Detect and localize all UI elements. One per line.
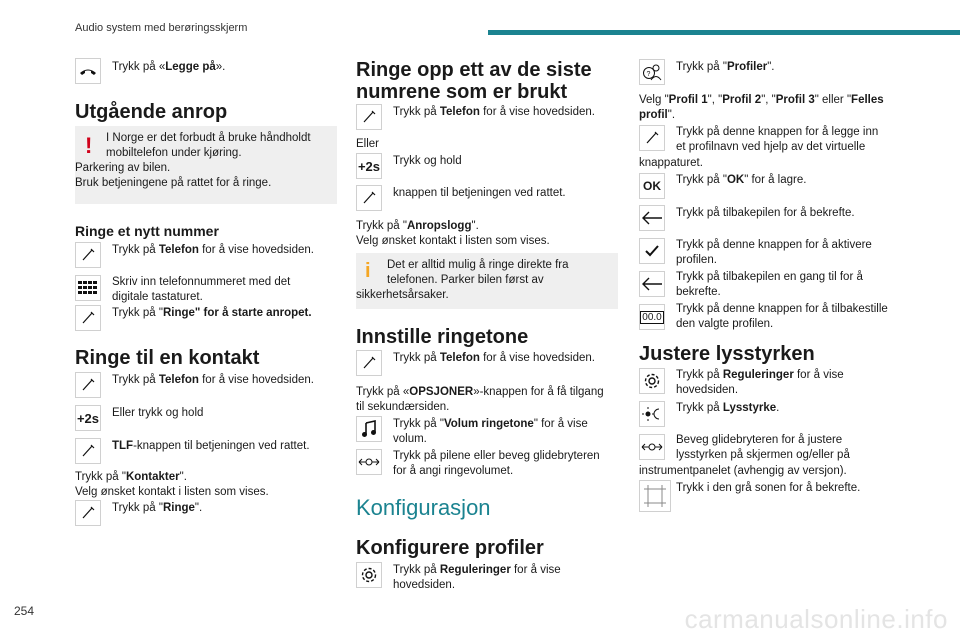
step-volume: Trykk på "Volum ringetone" for å vise [393, 418, 588, 430]
pencil-icon [75, 372, 101, 398]
step-press-hold: Trykk og hold [393, 155, 462, 167]
step-tlf: TLF-knappen til betjeningen ved rattet. [112, 440, 310, 452]
step-call: Trykk på "Ringe" for å starte anropet. [112, 307, 312, 319]
ok-icon-label: OK [643, 179, 661, 193]
warning-line: Bruk betjeningene på rattet for å ringe. [75, 177, 272, 189]
step-or-hold: Eller trykk og hold [112, 407, 204, 419]
step-slide-2: lysstyrken på skjermen og/eller på [676, 449, 850, 461]
plus-2s-label: +2s [76, 410, 100, 426]
step-activate-2: profilen. [676, 254, 717, 266]
slider-icon [639, 434, 665, 460]
hangup-icon [75, 58, 101, 84]
checkmark-icon [639, 238, 665, 264]
step-settings-2: hovedsiden. [393, 579, 456, 591]
header-accent-bar [488, 30, 960, 35]
step-volume-2: volum. [393, 433, 427, 445]
step-reset: Trykk på denne knappen for å tilbakestille [676, 303, 888, 315]
pencil-icon [75, 500, 101, 526]
keypad-icon [75, 275, 101, 301]
step-open-phone: Trykk på Telefon for å vise hovedsiden. [112, 374, 314, 386]
svg-text:?: ? [646, 71, 651, 78]
info-icon: i [365, 260, 371, 282]
step-select-profile-2: profil". [639, 109, 676, 121]
step-edit-name-3: knappaturet. [639, 157, 703, 169]
section-recall-2: numrene som er brukt [356, 81, 568, 103]
step-back-once: Trykk på tilbakepilen en gang til for å [676, 271, 863, 283]
pencil-icon [356, 104, 382, 130]
step-enter-number: Skriv inn telefonnummeret med det [112, 276, 291, 288]
step-settings: Trykk på Reguleringer for å vise [393, 564, 561, 576]
step-contacts: Trykk på "Kontakter". [75, 471, 187, 483]
section-ringtone: Innstille ringetone [356, 326, 529, 348]
step-ok: Trykk på "OK" for å lagre. [676, 174, 807, 186]
gear-icon [356, 562, 382, 588]
step-edit-name-2: et profilnavn ved hjelp av det virtuelle [676, 141, 866, 153]
back-arrow-icon [639, 271, 665, 297]
grey-zone-icon [639, 480, 671, 512]
warning-box [75, 126, 337, 204]
step-activate: Trykk på denne knappen for å aktivere [676, 239, 872, 251]
page-number: 254 [14, 604, 35, 618]
step-slide-3: instrumentpanelet (avhengig av versjon). [639, 465, 847, 477]
watermark: carmanualsonline.info [684, 604, 948, 634]
plus-2s-icon [356, 153, 382, 179]
step-options: Trykk på «OPSJONER»-knappen for å få tilgang [356, 386, 604, 398]
ok-icon [639, 173, 665, 199]
step-select-contact: Velg ønsket kontakt i listen som vises. [356, 235, 550, 247]
step-select-contact: Velg ønsket kontakt i listen som vises. [75, 486, 269, 498]
pencil-icon [75, 438, 101, 464]
section-recall: Ringe opp ett av de siste [356, 59, 592, 81]
warning-line: Parkering av bilen. [75, 162, 171, 174]
step-arrows: Trykk på pilene eller beveg glidebryteren [393, 450, 600, 462]
pencil-icon [356, 350, 382, 376]
warning-line: mobiltelefon under kjøring. [106, 147, 242, 159]
pencil-icon [75, 305, 101, 331]
step-reset-2: den valgte profilen. [676, 318, 774, 330]
step-profiles: Trykk på "Profiler". [676, 61, 775, 73]
section-call-contact: Ringe til en kontakt [75, 347, 260, 369]
section-brightness: Justere lysstyrken [639, 343, 815, 365]
brightness-icon [639, 401, 665, 427]
step-slide: Beveg glidebryteren for å justere [676, 434, 843, 446]
info-line: telefonen. Parker bilen først av [387, 274, 544, 286]
step-open-phone: Trykk på Telefon for å vise hovedsiden. [393, 352, 595, 364]
subsection-new-number: Ringe et nytt nummer [75, 223, 219, 239]
section-configuration: Konfigurasjon [356, 495, 491, 520]
subsection-profiles: Konfigurere profiler [356, 537, 544, 559]
step-call-log: Trykk på "Anropslogg". [356, 220, 479, 232]
warning-line: I Norge er det forbudt å bruke håndholdt [106, 132, 311, 144]
back-arrow-icon [639, 205, 665, 231]
step-back-once-2: bekrefte. [676, 286, 721, 298]
step-ringe: Trykk på "Ringe". [112, 502, 203, 514]
step-wheel: knappen til betjeningen ved rattet. [393, 187, 566, 199]
slider-icon [356, 449, 382, 475]
reset-icon [639, 304, 665, 330]
plus-2s-label: +2s [357, 158, 381, 174]
hangup-step: Trykk på «Legge på». [112, 61, 226, 73]
step-open-phone: Trykk på Telefon for å vise hovedsiden. [112, 244, 314, 256]
reset-icon-label: 00.0 [642, 311, 662, 323]
or-text: Eller [356, 138, 380, 150]
step-arrows-2: for å angi ringevolumet. [393, 465, 514, 477]
pencil-icon [75, 242, 101, 268]
pencil-icon [356, 185, 382, 211]
plus-2s-icon [75, 405, 101, 431]
step-open-phone: Trykk på Telefon for å vise hovedsiden. [393, 106, 595, 118]
header-title: Audio system med berøringsskjerm [75, 22, 248, 34]
step-select-profile: Velg "Profil 1", "Profil 2", "Profil 3" eller "Felles [639, 94, 884, 106]
info-line: Det er alltid mulig å ringe direkte fra [387, 259, 569, 271]
step-grey-zone: Trykk i den grå sonen for å bekrefte. [676, 482, 861, 494]
step-settings-2: hovedsiden. [676, 384, 739, 396]
step-settings: Trykk på Reguleringer for å vise [676, 369, 844, 381]
info-box [356, 253, 618, 309]
section-outgoing-calls: Utgående anrop [75, 101, 228, 123]
step-edit-name: Trykk på denne knappen for å legge inn [676, 126, 879, 138]
profile-icon [639, 59, 665, 85]
music-note-icon [356, 416, 382, 442]
step-options-2: til sekundærsiden. [356, 401, 450, 413]
gear-icon [639, 368, 665, 394]
step-back-confirm: Trykk på tilbakepilen for å bekrefte. [676, 207, 855, 219]
info-line: sikkerhetsårsaker. [356, 289, 449, 301]
warning-icon: ! [85, 133, 93, 158]
step-brightness: Trykk på Lysstyrke. [676, 402, 780, 414]
pencil-icon [639, 125, 665, 151]
step-enter-number-2: digitale tastaturet. [112, 291, 203, 303]
